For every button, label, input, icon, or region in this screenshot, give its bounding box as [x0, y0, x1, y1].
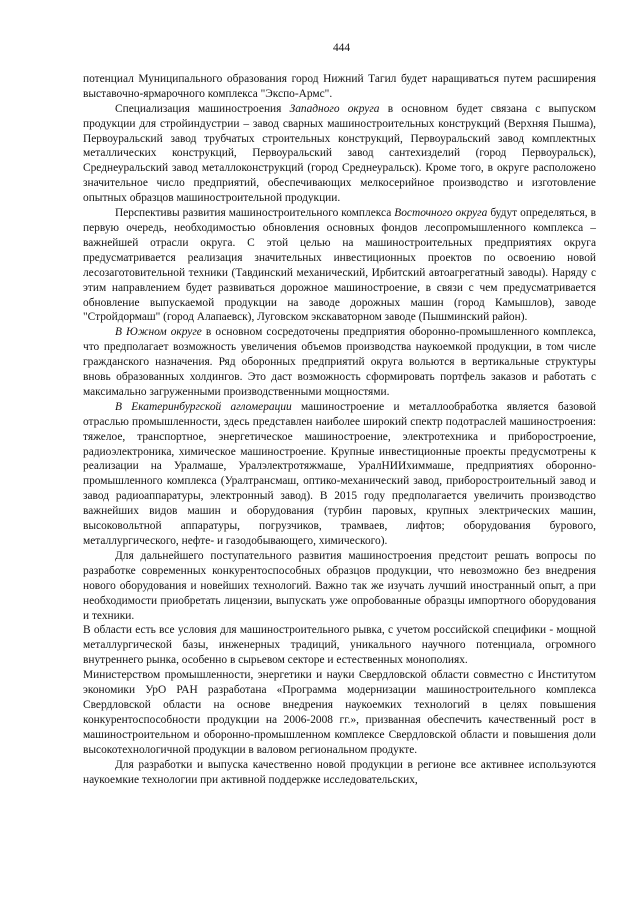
- paragraph: [83, 623, 596, 668]
- paragraph: [83, 668, 596, 757]
- emphasized-text: В Екатеринбургской агломерации: [115, 400, 292, 413]
- text-segment: в основном сосредоточены предприятия оборонно-промышленного комплекса, что предполагает возможность увеличения объемов производства наукоемкой продукции, в том числе гражданского назначения. Ряд оборонных предприятий округа вольются в вертикальные структуры вновь образованных холдингов. Это даст возможность сформировать портфель заказов и работать с максимально загруженными производственными мощностями.: [83, 326, 596, 398]
- text-segment: Специализация машиностроения: [115, 102, 290, 115]
- text-segment: в основном будет связана с выпуском продукции для стройиндустрии – завод сварных машиностроительных конструкций (Верхняя Пышма), Первоуральский завод трубчатых строительных конструкций, Первоуральский завод комплектных металлических конструкций, Первоуральский завод сантехизделий (город Первоуральск), Среднеуральский завод металлоконструкций (город Среднеуральск). Кроме того, в округе расположено значительное число предприятий, обеспечивающих мелкосерийное производство и изготовление опытных образцов машиностроительной продукции.: [83, 102, 596, 205]
- text-segment: Министерством промышленности, энергетики и науки Свердловской области совместно с Институтом экономики УрО РАН разработана «Программа модернизации машиностроительного комплекса Свердловской области на основе внедрения наукоемких технологий в целях повышения конкурентоспособности продукции на 2006-2008 гг.», призванная обеспечить качественный рост в машиностроительном и оборонно-промышленном комплексе Свердловской области и повышения доли высокотехнологичной продукции в валовом региональном продукте.: [83, 669, 596, 756]
- paragraph: [83, 400, 596, 549]
- paragraph: [83, 72, 596, 102]
- emphasized-text: В Южном округе: [115, 326, 202, 339]
- text-segment: Перспективы развития машиностроительного комплекса: [115, 207, 395, 220]
- paragraph: [83, 102, 596, 206]
- paragraph: [83, 206, 596, 325]
- text-segment: машиностроение и металлообработка является базовой отраслью промышленности, здесь представлен наиболее широкий спектр подотраслей машиностроения: тяжелое, транспортное, энергетическое машиностроение, электротехника и приборостроение, радиоэлектроника, химическое машиностроение. Крупные инвестиционные проекты предусмотрены к реализации на Уралмаше, Уралэлектротяжмаше, УралНИИхиммаше, предприятиях оборонно-промышленного комплекса (Уралтрансмаш, оптико-механический завод, приборостроительный завод и завод радиоаппаратуры, электронный завод). В 2015 году предполагается увеличить производство важнейших видов машин и оборудования (турбин паровых, крупных электрических машин, высоковольтной аппаратуры, погрузчиков, трамваев, лифтов; оборудования бурового, металлургического, нефте- и газодобывающего, химического).: [83, 400, 596, 547]
- text-segment: будут определяться, в первую очередь, необходимостью обновления основных фондов лесопромышленного комплекса – важнейшей отрасли округа. С этой целью на машиностроительных предприятиях округа предусматривается реализация значительных инвестиционных проектов по освоению новой лесозаготовительной техники (Тавдинский механический, Ирбитский автоагрегатный заводы). Наряду с этим направлением будет развиваться дорожное машиностроение, в связи с чем предусматривается обновление выпускаемой продукции на заводе дорожных машин (город Камышлов), заводе "Стройдормаш" (город Алапаевск), Луговском экскаваторном заводе (Пышминский район).: [83, 207, 596, 324]
- paragraph: [83, 549, 596, 624]
- paragraph: [83, 325, 596, 400]
- paragraph: [83, 758, 596, 788]
- body-text: [83, 72, 596, 788]
- emphasized-text: Восточного округа: [394, 207, 488, 220]
- text-segment: В области есть все условия для машиностроительного рывка, с учетом российской специфики - мощной металлургической базы, инженерных традиций, уникального научного потенциала, огромного внутреннего рынка, особенно в сырьевом секторе и естественных монополиях.: [83, 624, 596, 667]
- emphasized-text: Западного округа: [289, 102, 380, 115]
- text-segment: Для разработки и выпуска качественно новой продукции в регионе все активнее используются наукоемкие технологии при активной поддержке исследовательских,: [83, 758, 596, 786]
- page-number: 444: [332, 42, 351, 54]
- text-segment: потенциал Муниципального образования город Нижний Тагил будет наращиваться путем расширения выставочно-ярмарочного комплекса "Экспо-Армс".: [83, 72, 596, 100]
- text-segment: Для дальнейшего поступательного развития машиностроения предстоит решать вопросы по разработке современных конкурентоспособных образцов продукции, что невозможно без внедрения нового оборудования и новейших технологий. Важно так же изучать лучший иностранный опыт, а при необходимости приобретать лицензии, выпускать уже опробованные образцы импортного оборудования и техники.: [83, 549, 596, 622]
